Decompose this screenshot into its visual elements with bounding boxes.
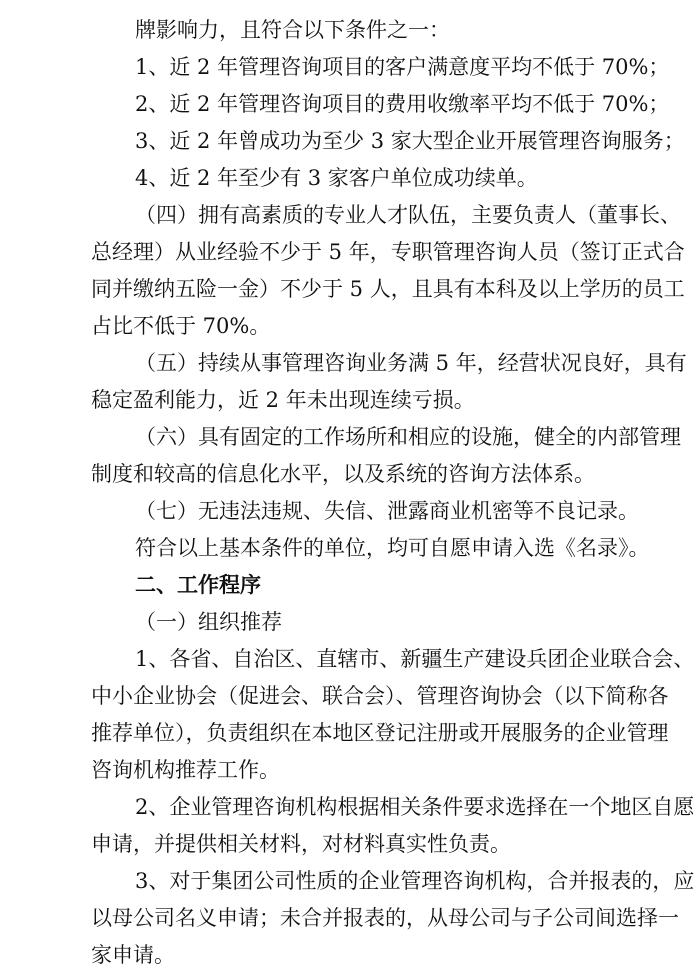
text-line: 申请，并提供相关材料，对材料真实性负责。 — [91, 832, 511, 856]
text-line: 稳定盈利能力，近 2 年未出现连续亏损。 — [91, 388, 475, 412]
text-line: 同并缴纳五险一金）不少于 5 人，且具有本科及以上学历的员工 — [91, 277, 685, 301]
text-line: 符合以上基本条件的单位，均可自愿申请入选《名录》。 — [135, 536, 650, 560]
text-line: 4、近 2 年至少有 3 家客户单位成功续单。 — [135, 166, 538, 190]
text-line: 推荐单位），负责组织在本地区登记注册或开展服务的企业管理 — [91, 721, 669, 745]
text-line: 2、近 2 年管理咨询项目的费用收缴率平均不低于 70%； — [135, 92, 670, 116]
text-line: 1、各省、自治区、直辖市、新疆生产建设兵团企业联合会、 — [135, 647, 695, 671]
text-line: 3、对于集团公司性质的企业管理咨询机构，合并报表的，应 — [135, 869, 695, 893]
text-line: （四）拥有高素质的专业人才队伍，主要负责人（董事长、 — [135, 203, 681, 227]
text-line: 咨询机构推荐工作。 — [91, 758, 280, 782]
text-line: 牌影响力，且符合以下条件之一： — [135, 18, 450, 42]
text-line: 以母公司名义申请；未合并报表的，从母公司与子公司间选择一 — [91, 906, 679, 930]
text-line: 家申请。 — [91, 943, 175, 964]
text-line: （六）具有固定的工作场所和相应的设施，健全的内部管理 — [135, 425, 681, 449]
section-heading: 二、工作程序 — [135, 572, 261, 597]
text-line: 1、近 2 年管理咨询项目的客户满意度平均不低于 70%； — [135, 55, 670, 79]
text-line: 2、企业管理咨询机构根据相关条件要求选择在一个地区自愿 — [135, 795, 695, 819]
text-line: 3、近 2 年曾成功为至少 3 家大型企业开展管理咨询服务； — [135, 129, 685, 153]
text-line: （五）持续从事管理咨询业务满 5 年，经营状况良好，具有 — [135, 351, 687, 375]
text-line: 总经理）从业经验不少于 5 年，专职管理咨询人员（签订正式合 — [91, 240, 685, 264]
text-line: 占比不低于 70%。 — [91, 314, 271, 338]
subsection-heading: （一）组织推荐 — [135, 610, 282, 634]
text-line: （七）无违法违规、失信、泄露商业机密等不良记录。 — [135, 499, 639, 523]
text-line: 制度和较高的信息化水平，以及系统的咨询方法体系。 — [91, 462, 595, 486]
text-line: 中小企业协会（促进会、联合会）、管理咨询协会（以下简称各 — [91, 684, 669, 708]
